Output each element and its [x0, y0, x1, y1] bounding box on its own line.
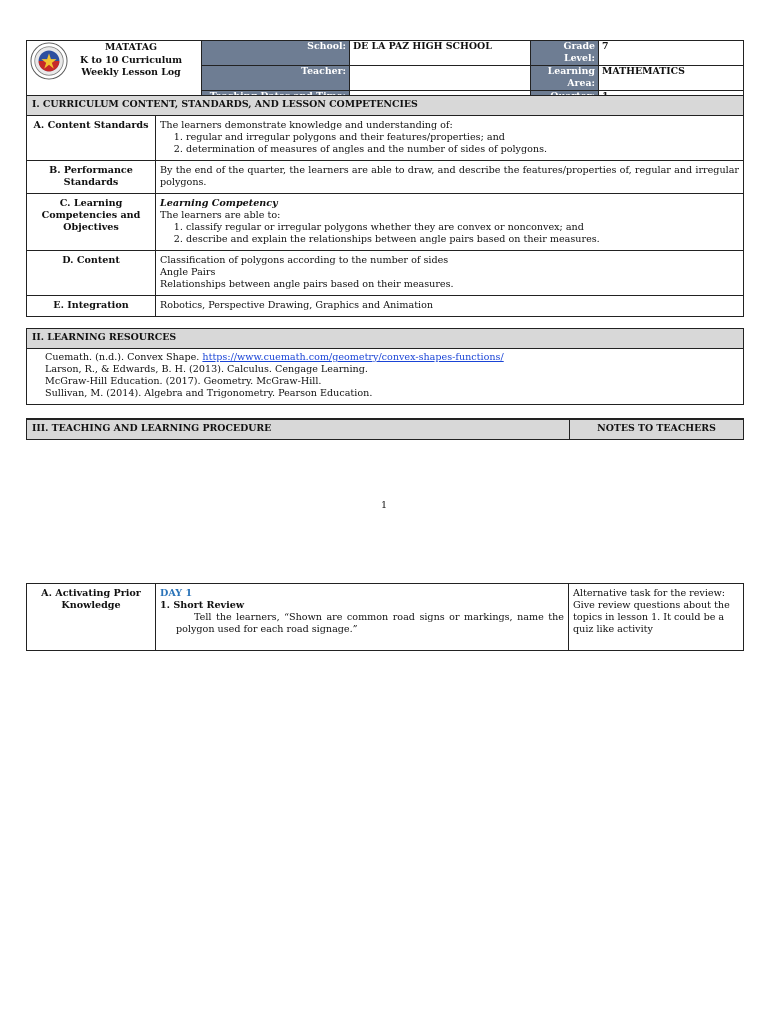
content-line: Relationships between angle pairs based on their measures.: [160, 279, 454, 290]
grade-level-label: Grade Level:: [531, 41, 599, 66]
integration-text: Robotics, Perspective Drawing, Graphics and Animation: [156, 296, 744, 317]
learning-competency-item: 2. describe and explain the relationships between angle pairs based on their measures.: [186, 234, 739, 246]
day-label: DAY 1: [160, 588, 193, 599]
reference-item: Sullivan, M. (2014). Algebra and Trigonometry. Pearson Education.: [45, 388, 373, 399]
school-value: DE LA PAZ HIGH SCHOOL: [350, 41, 531, 66]
learning-resources-heading: II. LEARNING RESOURCES: [26, 328, 744, 349]
content-standards-label: A. Content Standards: [27, 116, 156, 161]
header-title-curriculum: K to 10 Curriculum: [79, 54, 183, 66]
learning-competencies-text: [156, 194, 744, 251]
teacher-label: Teacher:: [202, 66, 350, 91]
procedure-heading: III. TEACHING AND LEARNING PROCEDURE: [27, 419, 570, 440]
content-standards-intro: The learners demonstrate knowledge and understanding of:: [160, 120, 453, 131]
learning-area-value: MATHEMATICS: [599, 66, 744, 91]
school-label: School:: [202, 41, 350, 66]
content-row: [27, 251, 744, 296]
learning-competencies-row: [27, 194, 744, 251]
reference-item: McGraw-Hill Education. (2017). Geometry. McGraw-Hill.: [45, 376, 322, 387]
curriculum-section: [26, 95, 744, 317]
reference-item: [45, 352, 738, 364]
activating-prior-knowledge-label: A. Activating Prior Knowledge: [27, 584, 156, 651]
integration-label: E. Integration: [27, 296, 156, 317]
learning-area-label: Learning Area:: [531, 66, 599, 91]
performance-standards-label: B. Performance Standards: [27, 161, 156, 194]
content-standards-text: [156, 116, 744, 161]
content-text: [156, 251, 744, 296]
deped-seal-icon: [30, 42, 68, 80]
content-standards-item: 2. determination of measures of angles and the number of sides of polygons.: [186, 144, 739, 156]
activity-notes: Alternative task for the review: Give review questions about the topics in lesson 1. It could be a quiz like activity: [569, 584, 744, 651]
content-standards-item: 1. regular and irregular polygons and their features/properties; and: [186, 132, 739, 144]
curriculum-table: [26, 115, 744, 317]
activity-table: [26, 583, 744, 651]
procedure-header-table: [26, 418, 744, 440]
learning-resources-section: [26, 328, 744, 405]
content-line: Classification of polygons according to the number of sides: [160, 255, 449, 266]
content-standards-row: [27, 116, 744, 161]
learning-competency-intro: The learners are able to:: [160, 210, 281, 221]
teacher-value: [350, 66, 531, 91]
learning-competencies-label: C. Learning Competencies and Objectives: [27, 194, 156, 251]
content-label: D. Content: [27, 251, 156, 296]
integration-row: [27, 296, 744, 317]
learning-competency-item: 1. classify regular or irregular polygons whether they are convex or nonconvex; and: [186, 222, 739, 234]
header-title-log: Weekly Lesson Log: [81, 67, 181, 78]
learning-resources-list: [26, 348, 744, 405]
content-line: Angle Pairs: [160, 267, 216, 278]
grade-level-value: 7: [599, 41, 744, 66]
curriculum-section-heading: I. CURRICULUM CONTENT, STANDARDS, AND LESSON COMPETENCIES: [26, 95, 744, 116]
performance-standards-text: By the end of the quarter, the learners are able to draw, and describe the features/properties of, regular and irregular polygons.: [156, 161, 744, 194]
short-review-title: 1. Short Review: [160, 600, 245, 611]
learning-competency-title: Learning Competency: [160, 198, 278, 209]
activity-body: [156, 584, 569, 651]
cuemath-link[interactable]: https://www.cuemath.com/geometry/convex-shapes-functions/: [202, 352, 504, 363]
page-number: 1: [380, 500, 388, 511]
short-review-text: Tell the learners, “Shown are common road signs or markings, name the polygon used for each road signage.”: [176, 612, 564, 635]
activating-prior-knowledge-row: [27, 584, 744, 651]
performance-standards-row: [27, 161, 744, 194]
reference-text: Cuemath. (n.d.). Convex Shape.: [45, 352, 203, 363]
header-title-matatag: MATATAG: [104, 42, 158, 53]
reference-item: Larson, R., & Edwards, B. H. (2013). Calculus. Cengage Learning.: [45, 364, 368, 375]
notes-to-teachers-heading: NOTES TO TEACHERS: [570, 419, 744, 440]
